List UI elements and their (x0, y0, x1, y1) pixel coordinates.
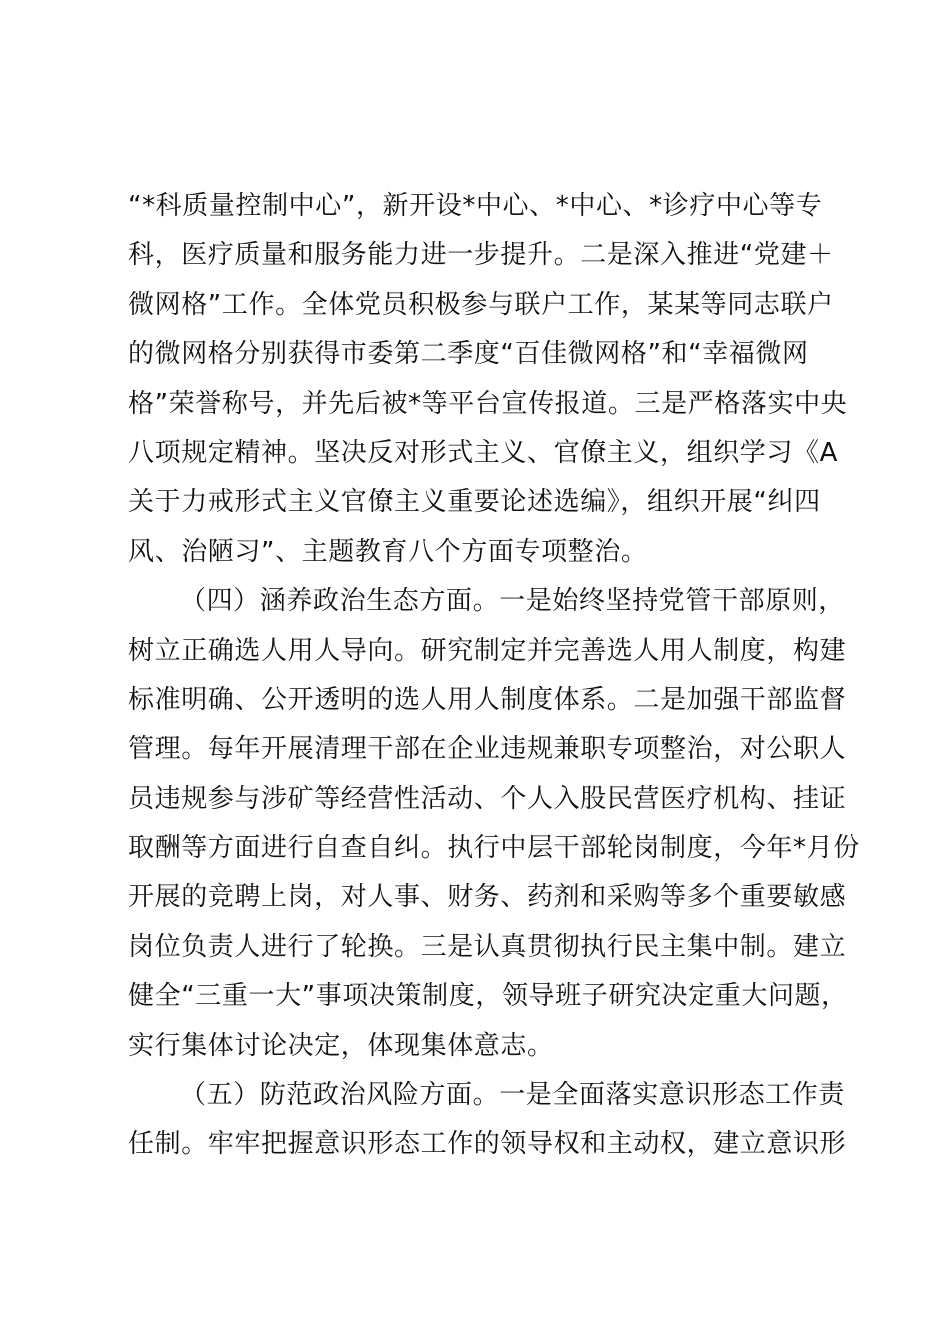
text-line: 实行集体讨论决定，体现集体意志。 (128, 1030, 554, 1061)
text-line: 标准明确、公开透明的选人用人制度体系。二是加强干部监督 (128, 684, 847, 715)
text-line: 取酬等方面进行自查自纠。执行中层干部轮岗制度，今年*月份 (128, 833, 860, 864)
text-line: 关于力戒形式主义官僚主义重要论述选编》，组织开展“纠四 (128, 487, 821, 518)
text-line: 风、治陋习”、主题教育八个方面专项整治。 (128, 536, 648, 567)
section-heading-line: （五）防范政治风险方面。一是全面落实意识形态工作责 (180, 1080, 846, 1111)
text-line: 管理。每年开展清理干部在企业违规兼职专项整治，对公职人 (128, 734, 847, 765)
text-line: 格”荣誉称号，并先后被*等平台宣传报道。三是严格落实中央 (128, 388, 848, 419)
text-line: 微网格”工作。全体党员积极参与联户工作，某某等同志联户 (128, 289, 834, 320)
text-line: 员违规参与涉矿等经营性活动、个人入股民营医疗机构、挂证 (128, 783, 847, 814)
text-line: 八项规定精神。坚决反对形式主义、官僚主义，组织学习《A (128, 437, 838, 468)
document-body (128, 182, 860, 1170)
text-line: 科，医疗质量和服务能力进一步提升。二是深入推进“党建＋ (128, 240, 834, 271)
text-line: 开展的竞聘上岗，对人事、财务、药剂和采购等多个重要敏感 (128, 882, 847, 913)
text-line: “*科质量控制中心”，新开设*中心、*中心、*诊疗中心等专 (128, 191, 823, 221)
section-heading-line: （四）涵养政治生态方面。一是始终坚持党管干部原则， (180, 586, 846, 617)
text-line: 健全“三重一大”事项决策制度，领导班子研究决定重大问题， (128, 981, 848, 1012)
text-line: 的微网格分别获得市委第二季度“百佳微网格”和“幸福微网 (128, 339, 809, 370)
text-line: 任制。牢牢把握意识形态工作的领导权和主动权，建立意识形 (128, 1129, 847, 1160)
text-line: 树立正确选人用人导向。研究制定并完善选人用人制度，构建 (128, 635, 847, 666)
text-line: 岗位负责人进行了轮换。三是认真贯彻执行民主集中制。建立 (128, 931, 847, 962)
